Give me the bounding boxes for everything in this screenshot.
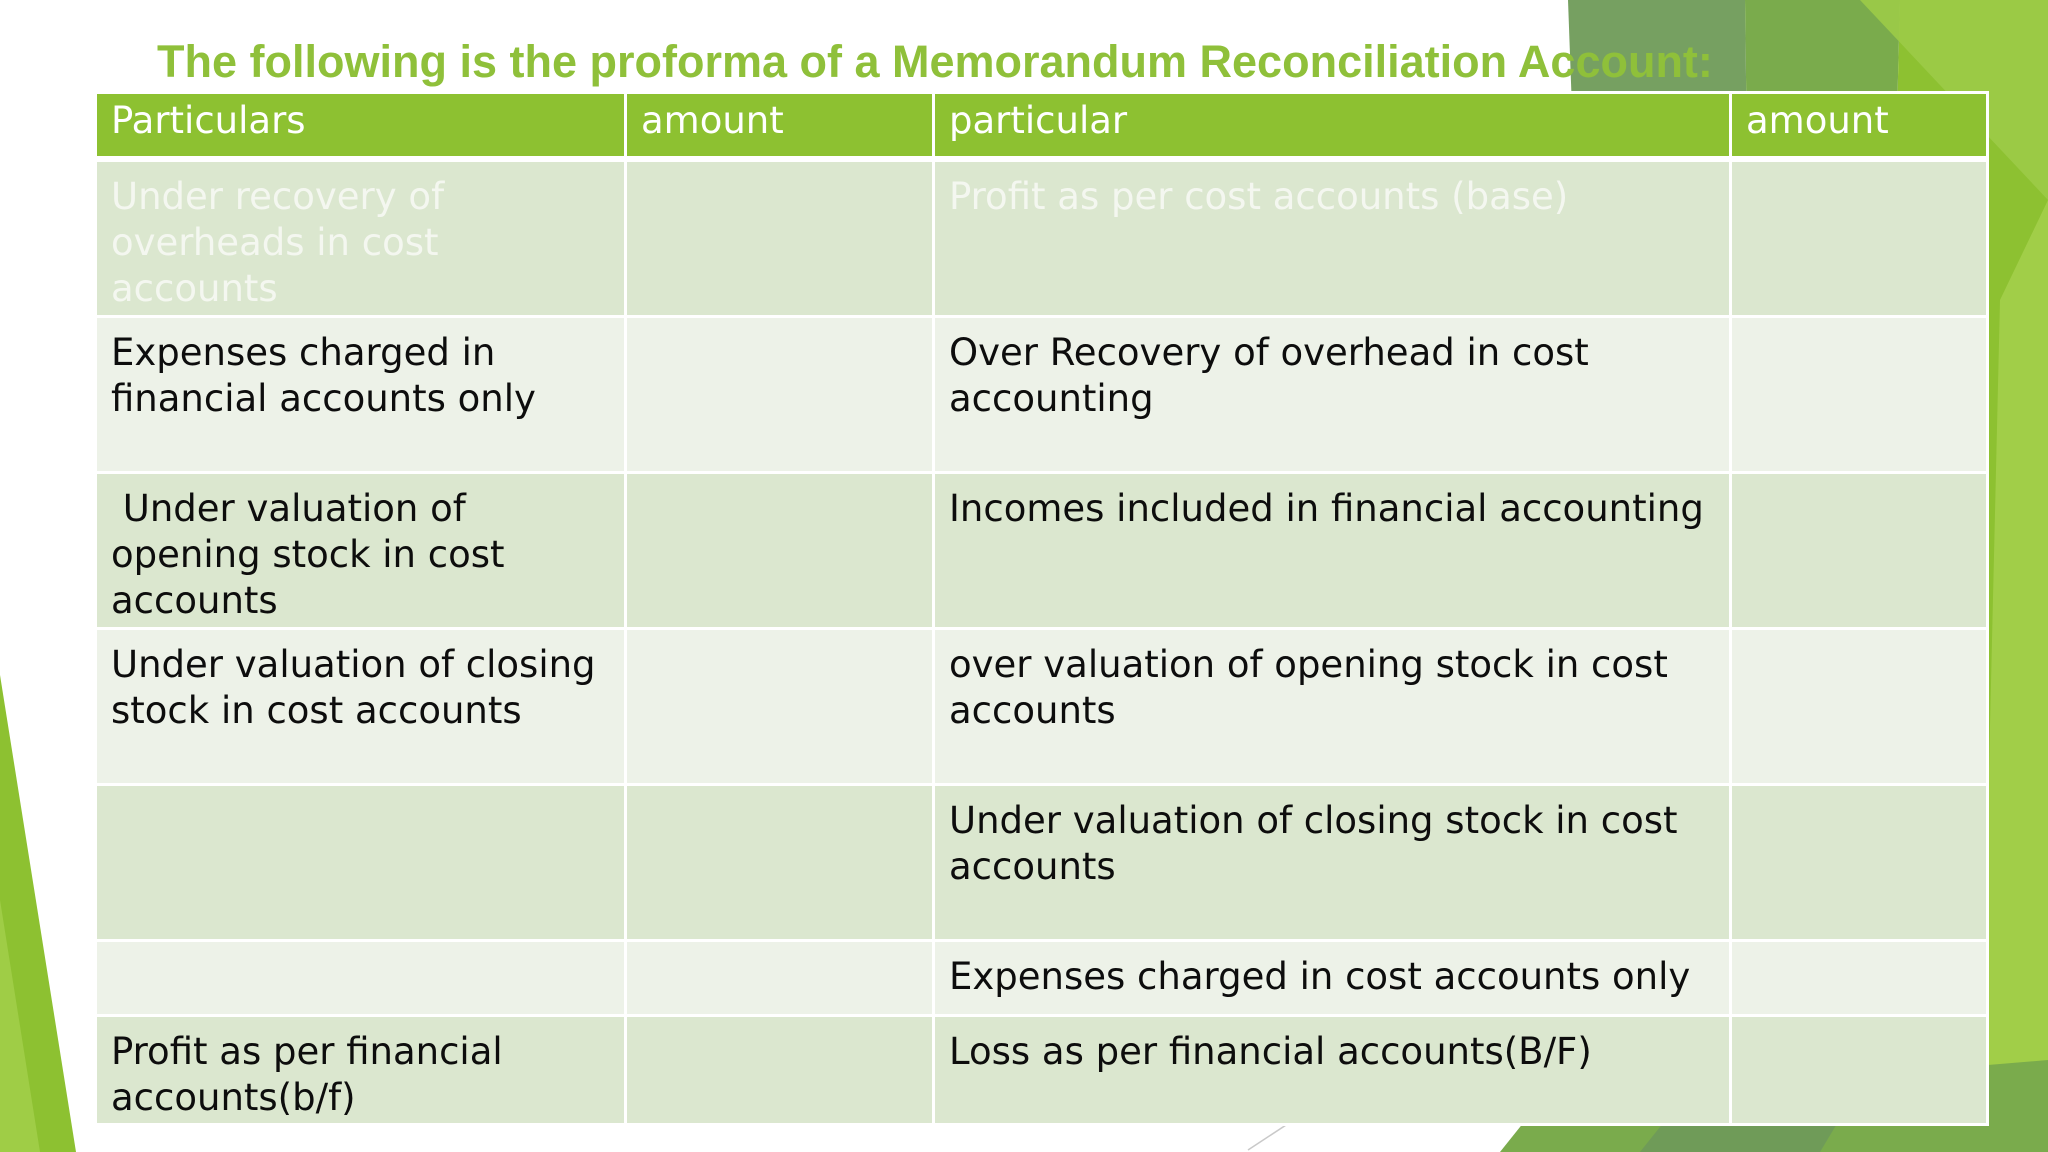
header-particulars-left: Particulars xyxy=(96,93,626,160)
cell-right-particular: Expenses charged in cost accounts only xyxy=(934,941,1731,1016)
cell-right-amount xyxy=(1731,941,1988,1016)
cell-left-amount xyxy=(626,629,934,785)
cell-left-particular: Under valuation of closing stock in cost accounts xyxy=(96,629,626,785)
cell-right-particular: Incomes included in financial accounting xyxy=(934,473,1731,629)
cell-left-particular: Expenses charged in financial accounts only xyxy=(96,317,626,473)
table-row xyxy=(96,473,1988,629)
cell-right-particular: Under valuation of closing stock in cost accounts xyxy=(934,785,1731,941)
header-amount-right: amount xyxy=(1731,93,1988,160)
cell-left-particular: Under recovery of overheads in cost accounts xyxy=(96,159,626,317)
cell-left-particular: Profit as per financial accounts(b/f) xyxy=(96,1016,626,1125)
table-header-row xyxy=(96,93,1988,160)
cell-left-amount xyxy=(626,317,934,473)
cell-right-particular: over valuation of opening stock in cost accounts xyxy=(934,629,1731,785)
table-row xyxy=(96,629,1988,785)
cell-right-amount xyxy=(1731,159,1988,317)
cell-right-amount xyxy=(1731,1016,1988,1125)
cell-right-amount xyxy=(1731,317,1988,473)
header-amount-left: amount xyxy=(626,93,934,160)
table-row xyxy=(96,785,1988,941)
cell-left-particular xyxy=(96,785,626,941)
cell-right-particular: Over Recovery of overhead in cost accounting xyxy=(934,317,1731,473)
cell-right-amount xyxy=(1731,473,1988,629)
cell-right-amount xyxy=(1731,785,1988,941)
cell-right-amount xyxy=(1731,629,1988,785)
cell-left-amount xyxy=(626,159,934,317)
table-row xyxy=(96,941,1988,1016)
cell-left-particular: Under valuation of opening stock in cost accounts xyxy=(96,473,626,629)
cell-left-amount xyxy=(626,1016,934,1125)
cell-left-particular xyxy=(96,941,626,1016)
slide-title: The following is the proforma of a Memorandum Reconciliation Account: xyxy=(157,36,1713,87)
cell-right-particular: Profit as per cost accounts (base) xyxy=(934,159,1731,317)
cell-left-amount xyxy=(626,785,934,941)
cell-left-amount xyxy=(626,473,934,629)
cell-right-particular: Loss as per financial accounts(B/F) xyxy=(934,1016,1731,1125)
header-particular-right: particular xyxy=(934,93,1731,160)
table-row xyxy=(96,1016,1988,1125)
cell-left-amount xyxy=(626,941,934,1016)
table-row xyxy=(96,159,1988,317)
reconciliation-table xyxy=(94,91,1989,1126)
table-row xyxy=(96,317,1988,473)
